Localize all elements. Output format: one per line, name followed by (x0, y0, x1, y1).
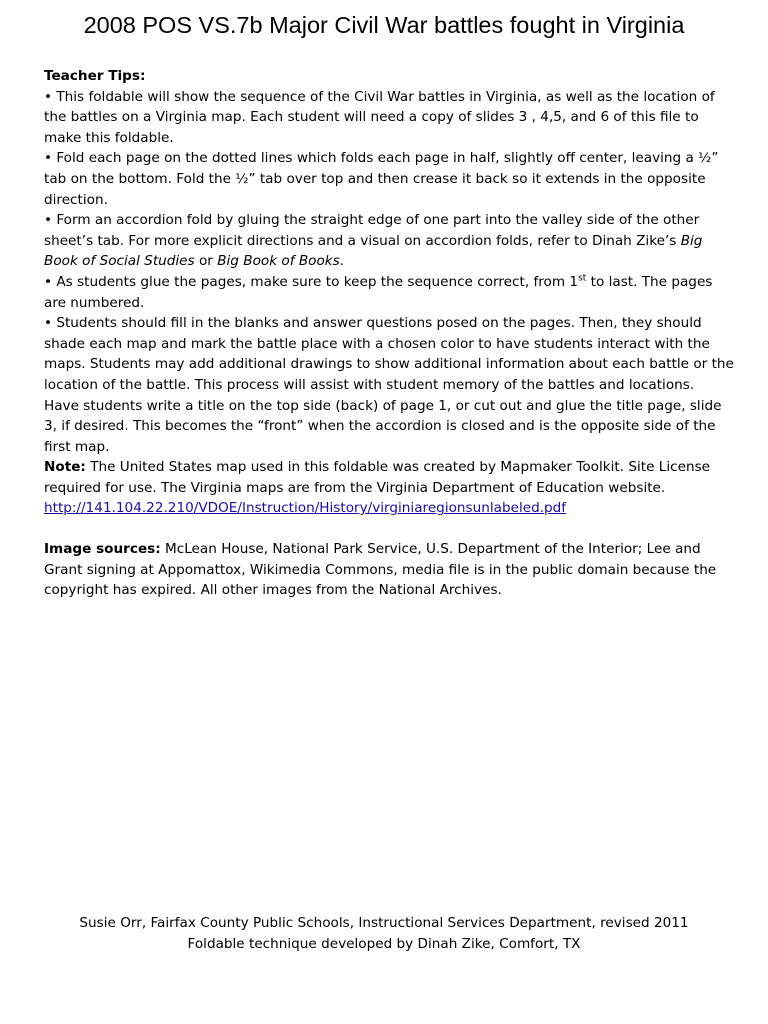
teacher-tips-heading (44, 66, 734, 87)
teacher-tips-body (44, 66, 734, 601)
page-title: 2008 POS VS.7b Major Civil War battles fought in Virginia (83, 12, 685, 38)
note-text: The United States map used in this foldable was created by Mapmaker Toolkit. Site License required for use. The Virginia maps are from the Virginia Department of Education website. (44, 459, 711, 496)
tip-3-end: . (339, 253, 345, 270)
tip-paragraph-2: • Fold each page on the dotted lines which folds each page in half, slightly off center, leaving a ½” tab on the bottom. Fold the ½” tab over top and then crease it back so it extends in the opposite direction. (44, 150, 719, 208)
note-label: Note: (44, 459, 86, 476)
tip-paragraph-3 (44, 210, 734, 272)
image-sources-label: Image sources: (44, 541, 161, 558)
tip-4-text-b: to last. The pages are numbered. (44, 273, 713, 311)
tip-4-text-a: • As students glue the pages, make sure to keep the sequence correct, from 1 (44, 273, 579, 290)
paragraph-gap (44, 519, 734, 539)
image-sources-paragraph (44, 539, 734, 601)
tip-paragraph-1: • This foldable will show the sequence of the Civil War battles in Virginia, as well as the location of the battles on a Virginia map. Each student will need a copy of slides 3 , 4,5, and 6 of this file to make this foldable. (44, 88, 715, 146)
footer-technique-line: Foldable technique developed by Dinah Zike, Comfort, TX (187, 935, 581, 952)
tip-paragraph-6: Have students write a title on the top side (back) of page 1, or cut out and glue the title page, slide 3, if desired. This becomes the “front” when the accordion is closed and is the opposite side of the first map. (44, 397, 722, 455)
tip-4-superscript: st (578, 273, 587, 284)
footer-credit-line: Susie Orr, Fairfax County Public Schools, Instructional Services Department, revised 2011 (79, 915, 689, 931)
tip-3-text: • Form an accordion fold by gluing the straight edge of one part into the valley side of the other sheet’s tab. For more explicit directions and a visual on accordion folds, refer to Dinah Zike’s (44, 212, 700, 249)
tip-paragraph-5: • Students should fill in the blanks and answer questions posed on the pages. Then, they should shade each map and mark the battle place with a chosen color to have students interact with the maps. Students may add additional drawings to show additional information about each battle or the location of the battle. This process will assist with student memory of the battles and locations. (44, 315, 734, 393)
book-title-social-studies: Big Book of Social Studies (44, 232, 703, 270)
tip-3-or: or (194, 253, 218, 270)
image-sources-text: McLean House, National Park Service, U.S. Department of the Interior; Lee and Grant signing at Appomattox, Wikimedia Commons, media file is in the public domain because the copyright has expired. All other images from the National Archives. (44, 541, 717, 599)
virginia-map-link[interactable]: http://141.104.22.210/VDOE/Instruction/History/virginiaregionsunlabeled.pdf (44, 500, 567, 517)
footer (0, 913, 768, 954)
tip-paragraph-4 (44, 272, 734, 313)
teacher-tips-heading-text: Teacher Tips: (44, 68, 146, 84)
note-paragraph (44, 457, 734, 519)
book-title-books: Big Book of Books (217, 253, 340, 270)
